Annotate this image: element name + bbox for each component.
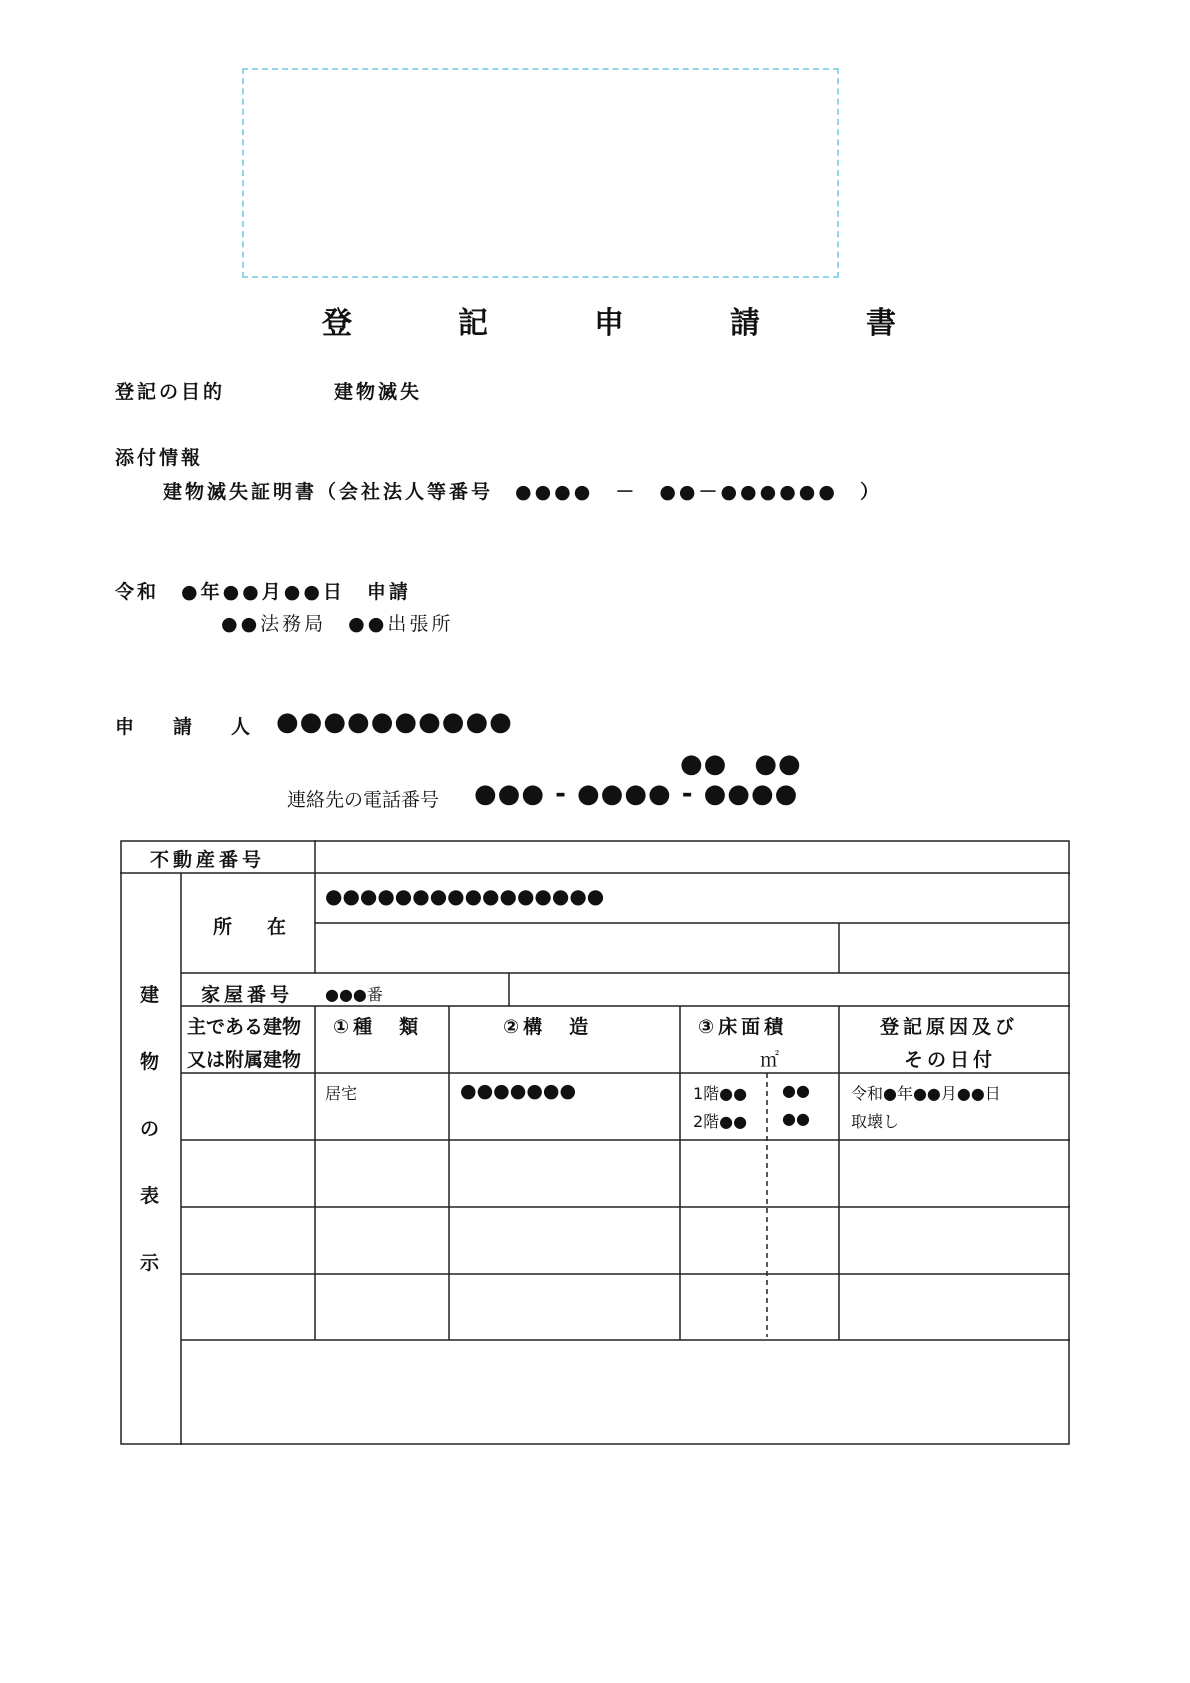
revenue-stamp-area (242, 68, 839, 278)
floor1-area-decimal: ●● (782, 1081, 810, 1100)
main-building-header-2: 又は附属建物 (187, 1049, 302, 1071)
location-value: ●●●●●●●●●●●●●●●● (325, 884, 605, 908)
application-date: 令和 ●年●●月●●日 申請 (115, 581, 411, 603)
phone-value: ●●● - ●●●● - ●●●● (474, 779, 799, 809)
real-estate-number-label: 不動産番号 (150, 849, 266, 871)
structure-value: ●●●●●●● (460, 1080, 577, 1102)
floor-area-header: ③床面積 (698, 1016, 788, 1038)
floor2-area: 2階●● (693, 1112, 748, 1131)
applicant-sub: ●● ●● (680, 749, 802, 779)
purpose-label: 登記の目的 (115, 381, 226, 403)
attachments-item: 建物滅失証明書（会社法人等番号 ●●●● － ●●－●●●●●● ） (163, 481, 882, 503)
attachments-label: 添付情報 (115, 447, 204, 469)
applicant-label: 申 請 人 (115, 716, 261, 738)
floor-area-unit: ㎡ (760, 1049, 780, 1071)
purpose-value: 建物滅失 (334, 381, 423, 403)
applicant-name: ●●●●●●●●●● (276, 707, 513, 737)
kind-value: 居宅 (325, 1084, 358, 1103)
document-title: 登 記 申 請 書 (322, 306, 934, 341)
cause-header-2: その日付 (904, 1049, 997, 1071)
building-label-char-2: 物 (140, 1051, 164, 1073)
building-label-char-5: 示 (140, 1252, 164, 1274)
structure-header: ②構 造 (503, 1016, 593, 1038)
location-label: 所 在 (213, 916, 295, 938)
floor1-area: 1階●● (693, 1084, 748, 1103)
building-label-char-3: の (140, 1118, 164, 1140)
application-office: ●●法務局 ●●出張所 (221, 613, 454, 635)
kind-header: ①種 類 (333, 1016, 423, 1038)
building-table (120, 840, 1070, 1445)
cause-value-2: 取壊し (851, 1112, 900, 1131)
cause-header-1: 登記原因及び (880, 1016, 1019, 1038)
building-label-char-4: 表 (140, 1185, 164, 1207)
building-label-char-1: 建 (140, 984, 164, 1006)
house-number-label: 家屋番号 (201, 984, 294, 1006)
phone-label: 連絡先の電話番号 (287, 789, 440, 811)
house-number-value: ●●●番 (325, 985, 383, 1004)
floor2-area-decimal: ●● (782, 1109, 810, 1128)
main-building-header-1: 主である建物 (187, 1016, 302, 1038)
cause-value-1: 令和●年●●月●●日 (851, 1084, 1001, 1103)
